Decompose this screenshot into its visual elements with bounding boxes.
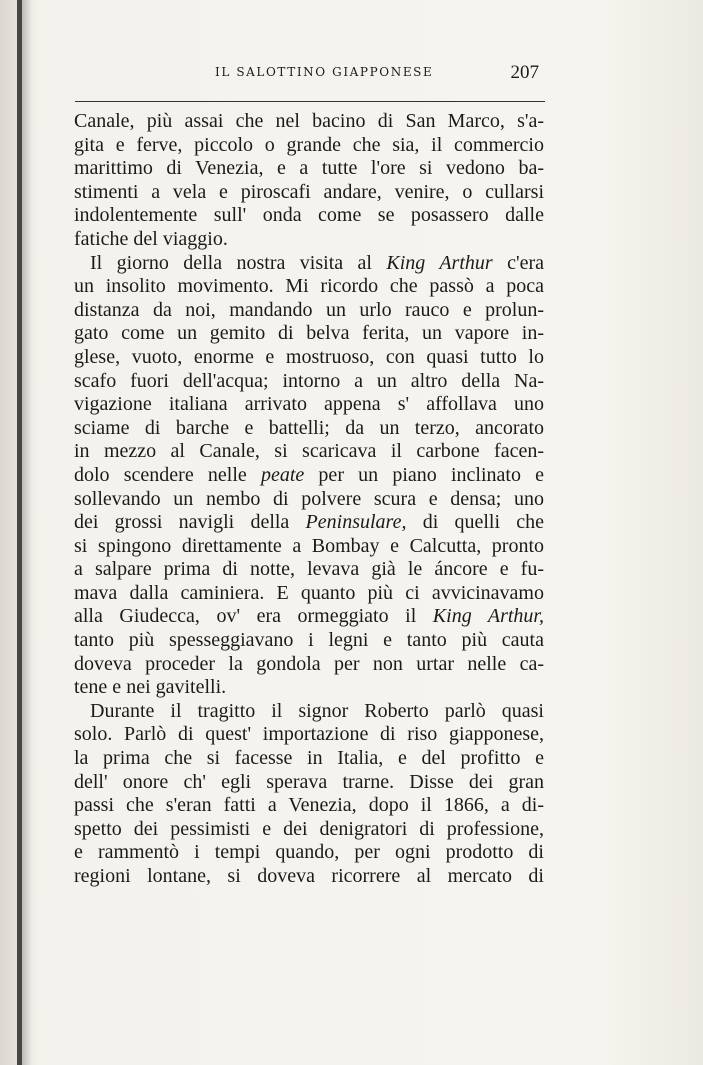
text-line-content: in mezzo al Canale, si scaricava il carbone facen- <box>74 440 544 463</box>
text-line <box>74 488 544 512</box>
text-line-tail: c'era <box>492 251 544 274</box>
text-line-content: mava dalla caminiera. E quanto più ci avvicinavamo <box>74 581 544 604</box>
text-line-content: distanza da noi, mandando un urlo rauco e prolun- <box>74 298 544 321</box>
text-line-content: solo. Parlò di quest' importazione di riso giapponese, <box>74 723 544 746</box>
text-line-content: Canale, più assai che nel bacino di San Marco, s'a- <box>74 110 544 132</box>
text-line-content: stimenti a vela e piroscafi andare, venire, o cullarsi <box>74 180 544 203</box>
italic-ship-name: Peninsulare, <box>305 511 407 534</box>
text-line-content: regioni lontane, si doveva ricorrere al mercato di <box>74 865 544 887</box>
text-line-content: vigazione italiana arrivato appena s' affollava uno <box>74 393 544 416</box>
text-line <box>74 676 544 700</box>
text-line <box>74 204 544 228</box>
text-line <box>74 417 544 441</box>
text-line-content: scafo fuori dell'acqua; intorno a un altro della Na- <box>74 369 544 392</box>
text-line <box>74 700 544 724</box>
header-rule <box>75 101 545 102</box>
text-line <box>74 558 544 582</box>
text-line-content: dei grossi navigli della <box>74 511 306 534</box>
text-line-content: a salpare prima di notte, levava già le áncore e fu- <box>74 558 544 581</box>
text-line <box>74 535 544 559</box>
text-line-content: indolentemente sull' onda come se posassero dalle <box>74 204 544 227</box>
text-line-content: tanto più spesseggiavano i legni e tanto più cauta <box>74 629 544 652</box>
text-line-content: sollevando un nembo di polvere scura e densa; uno <box>74 487 544 510</box>
body-text <box>74 110 544 889</box>
text-line-content: e rammentò i tempi quando, per ogni prodotto di <box>74 841 544 864</box>
text-line-content: dolo scendere nelle <box>74 463 261 486</box>
text-line <box>74 794 544 818</box>
text-line-content: Il giorno della nostra visita al <box>90 251 387 274</box>
page-header <box>75 62 543 86</box>
text-line <box>74 605 544 629</box>
text-line-content: glese, vuoto, enorme e mostruoso, con quasi tutto lo <box>74 345 544 368</box>
text-line <box>74 582 544 606</box>
text-line <box>74 181 544 205</box>
text-line <box>74 393 544 417</box>
text-line-content: doveva proceder la gondola per non urtar nelle ca- <box>74 652 544 675</box>
text-line <box>74 511 544 535</box>
page-number: 207 <box>510 62 539 83</box>
text-line <box>74 228 544 252</box>
text-line <box>74 440 544 464</box>
text-line-content: Durante il tragitto il signor Roberto parlò quasi <box>90 699 544 722</box>
text-line-content: dell' onore ch' egli sperava trarne. Disse dei gran <box>74 770 544 793</box>
text-line <box>74 275 544 299</box>
italic-ship-name: peate <box>260 463 305 486</box>
text-line-content: gato come un gemito di belva ferita, un vapore in- <box>74 322 544 345</box>
text-line <box>74 653 544 677</box>
text-line-content: marittimo di Venezia, e a tutte l'ore si vedono ba- <box>74 157 544 180</box>
text-line <box>74 299 544 323</box>
text-line-content: spetto dei pessimisti e dei denigratori di professione, <box>74 817 544 840</box>
text-line-content: si spingono direttamente a Bombay e Calcutta, pronto <box>74 534 544 557</box>
text-line <box>74 818 544 842</box>
text-line-content: un insolito movimento. Mi ricordo che passò a poca <box>74 275 544 298</box>
text-line <box>74 865 544 889</box>
text-line <box>74 110 544 134</box>
italic-ship-name: King Arthur <box>386 251 493 274</box>
text-line <box>74 629 544 653</box>
text-line-content: passi che s'eran fatti a Venezia, dopo il 1866, a di- <box>74 794 544 817</box>
text-line-tail: di quelli che <box>406 511 545 534</box>
text-line <box>74 841 544 865</box>
text-line-content: fatiche del viaggio. <box>74 227 228 250</box>
text-line <box>74 723 544 747</box>
text-line-content: alla Giudecca, ov' era ormeggiato il <box>74 605 433 628</box>
text-line <box>74 322 544 346</box>
text-line <box>74 346 544 370</box>
text-line-tail: per un piano inclinato e <box>304 463 545 486</box>
text-line-content: la prima che si facesse in Italia, e del profitto e <box>74 747 544 770</box>
text-line <box>74 370 544 394</box>
text-line <box>74 771 544 795</box>
running-title: IL SALOTTINO GIAPPONESE <box>215 65 434 79</box>
binding-shadow <box>22 0 32 1065</box>
text-line <box>74 134 544 158</box>
text-line <box>74 157 544 181</box>
text-line <box>74 464 544 488</box>
text-line-content: tene e nei gavitelli. <box>74 676 227 699</box>
text-line-content: gita e ferve, piccolo o grande che sia, il commercio <box>74 133 544 156</box>
text-line <box>74 747 544 771</box>
text-line-content: sciame di barche e battelli; da un terzo, ancorato <box>74 416 544 439</box>
italic-ship-name: King Arthur, <box>432 605 544 628</box>
text-line <box>74 252 544 276</box>
